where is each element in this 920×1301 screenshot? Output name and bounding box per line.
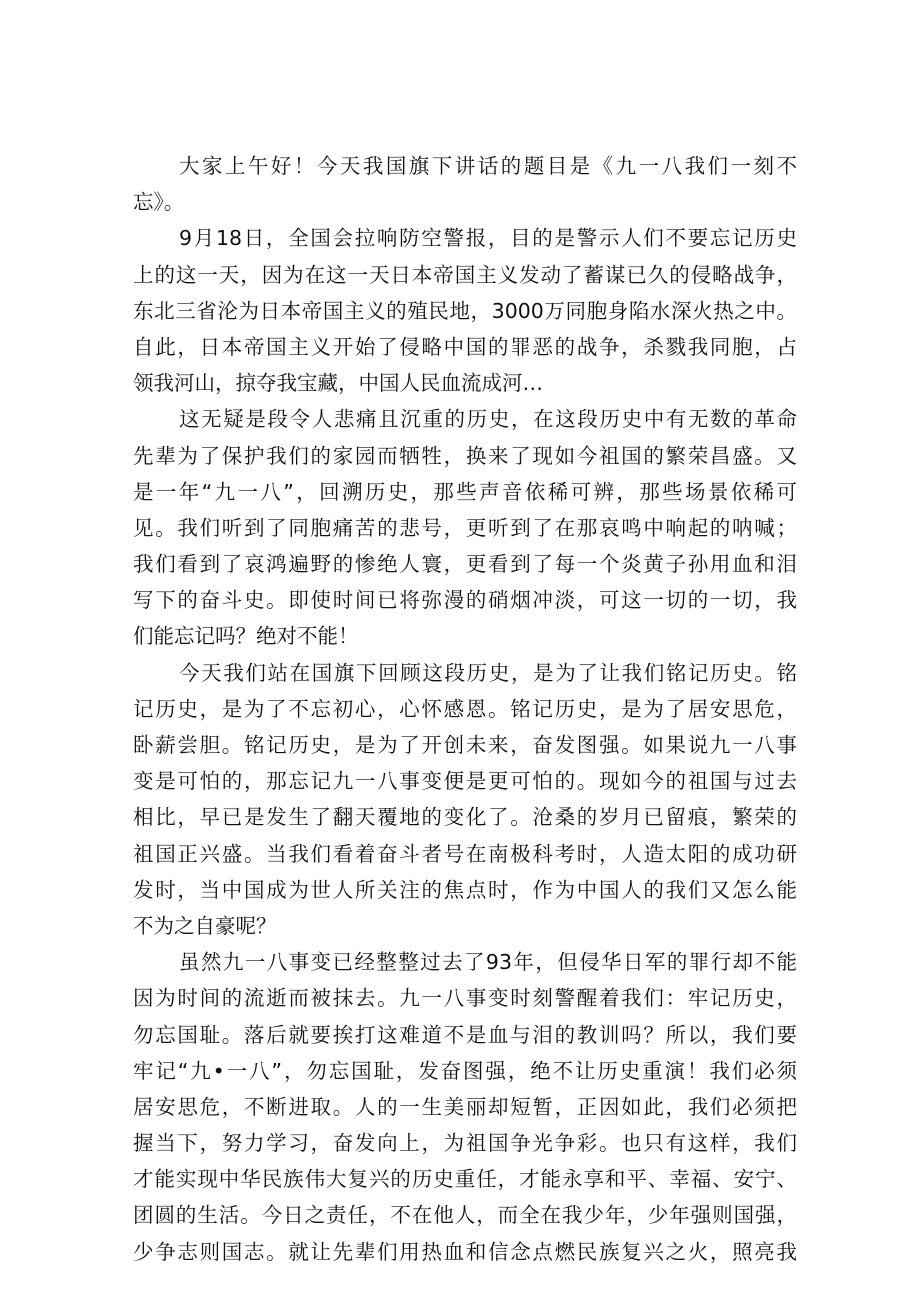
text-line: 写下的奋斗史。即使时间已将弥漫的硝烟冲淡，可这一切的一切，我 — [133, 588, 797, 613]
text-line: 勿忘国耻。落后就要挨打这难道不是血与泪的教训吗？所以，我们要 — [133, 1022, 797, 1047]
text-line: 我们看到了哀鸿遍野的惨绝人寰，更看到了每一个炎黄子孙用血和泪 — [133, 552, 797, 577]
text-line: 自此，日本帝国主义开始了侵略中国的罪恶的战争，杀戮我同胞，占 — [133, 334, 797, 359]
text-line: 祖国正兴盛。当我们看着奋斗者号在南极科考时，人造太阳的成功研 — [133, 841, 797, 866]
text-line: 相比，早已是发生了翻天覆地的变化了。沧桑的岁月已留痕，繁荣的 — [133, 805, 797, 830]
text-line: 卧薪尝胆。铭记历史，是为了开创未来，奋发图强。如果说九一八事 — [133, 733, 797, 757]
text-line: 东北三省沦为日本帝国主义的殖民地，3000万同胞身陷水深火热之中。 — [133, 298, 797, 323]
paragraph-first-line: 今天我们站在国旗下回顾这段历史，是为了让我们铭记历史。铭 — [179, 660, 797, 685]
paragraph-first-line: 虽然九一八事变已经整整过去了93年，但侵华日军的罪行却不能 — [179, 950, 797, 975]
text-line: 居安思危，不断进取。人的一生美丽却短暂，正因如此，我们必须把 — [133, 1094, 797, 1119]
text-line: 先辈为了保护我们的家园而牺牲，换来了现如今祖国的繁荣昌盛。又 — [133, 443, 797, 468]
paragraph-first-line: 大家上午好！今天我国旗下讲话的题目是《九一八我们一刻不 — [179, 154, 797, 178]
text-line: 是一年“九一八”，回溯历史，那些声音依稀可辨，那些场景依稀可 — [133, 479, 797, 504]
speech-body — [133, 148, 797, 1270]
text-line: 上的这一天，因为在这一天日本帝国主义发动了蓄谋已久的侵略战争， — [133, 262, 797, 287]
paragraph-first-line: 这无疑是段令人悲痛且沉重的历史，在这段历史中有无数的革命 — [179, 407, 797, 432]
text-line: 不为之自豪呢？ — [133, 913, 277, 938]
text-line: 握当下，努力学习，奋发向上，为祖国争光争彩。也只有这样，我们 — [133, 1131, 797, 1156]
text-line: 才能实现中华民族伟大复兴的历史重任，才能永享和平、幸福、安宁、 — [133, 1167, 797, 1192]
text-line: 领我河山，掠夺我宝藏，中国人民血流成河… — [133, 371, 543, 396]
paragraph-first-line: 9月18日，全国会拉响防空警报，目的是警示人们不要忘记历史 — [179, 226, 797, 251]
text-line: 忘》。 — [133, 190, 185, 215]
text-line: 们能忘记吗？绝对不能！ — [133, 624, 359, 649]
text-line: 发时，当中国成为世人所关注的焦点时，作为中国人的我们又怎么能 — [133, 877, 797, 902]
text-line: 记历史，是为了不忘初心，心怀感恩。铭记历史，是为了居安思危， — [133, 696, 797, 721]
text-line: 牢记“九•一八”，勿忘国耻，发奋图强，绝不让历史重演！我们必须 — [133, 1058, 797, 1083]
text-line: 团圆的生活。今日之责任，不在他人，而全在我少年，少年强则国强， — [133, 1203, 797, 1228]
text-line: 因为时间的流逝而被抹去。九一八事变时刻警醒着我们：牢记历史， — [133, 986, 797, 1011]
text-line: 变是可怕的，那忘记九一八事变便是更可怕的。现如今的祖国与过去 — [133, 769, 797, 794]
text-line: 见。我们听到了同胞痛苦的悲号，更听到了在那哀鸣中响起的呐喊； — [133, 515, 797, 540]
text-line: 少争志则国志。就让先辈们用热血和信念点燃民族复兴之火，照亮我 — [133, 1239, 797, 1264]
